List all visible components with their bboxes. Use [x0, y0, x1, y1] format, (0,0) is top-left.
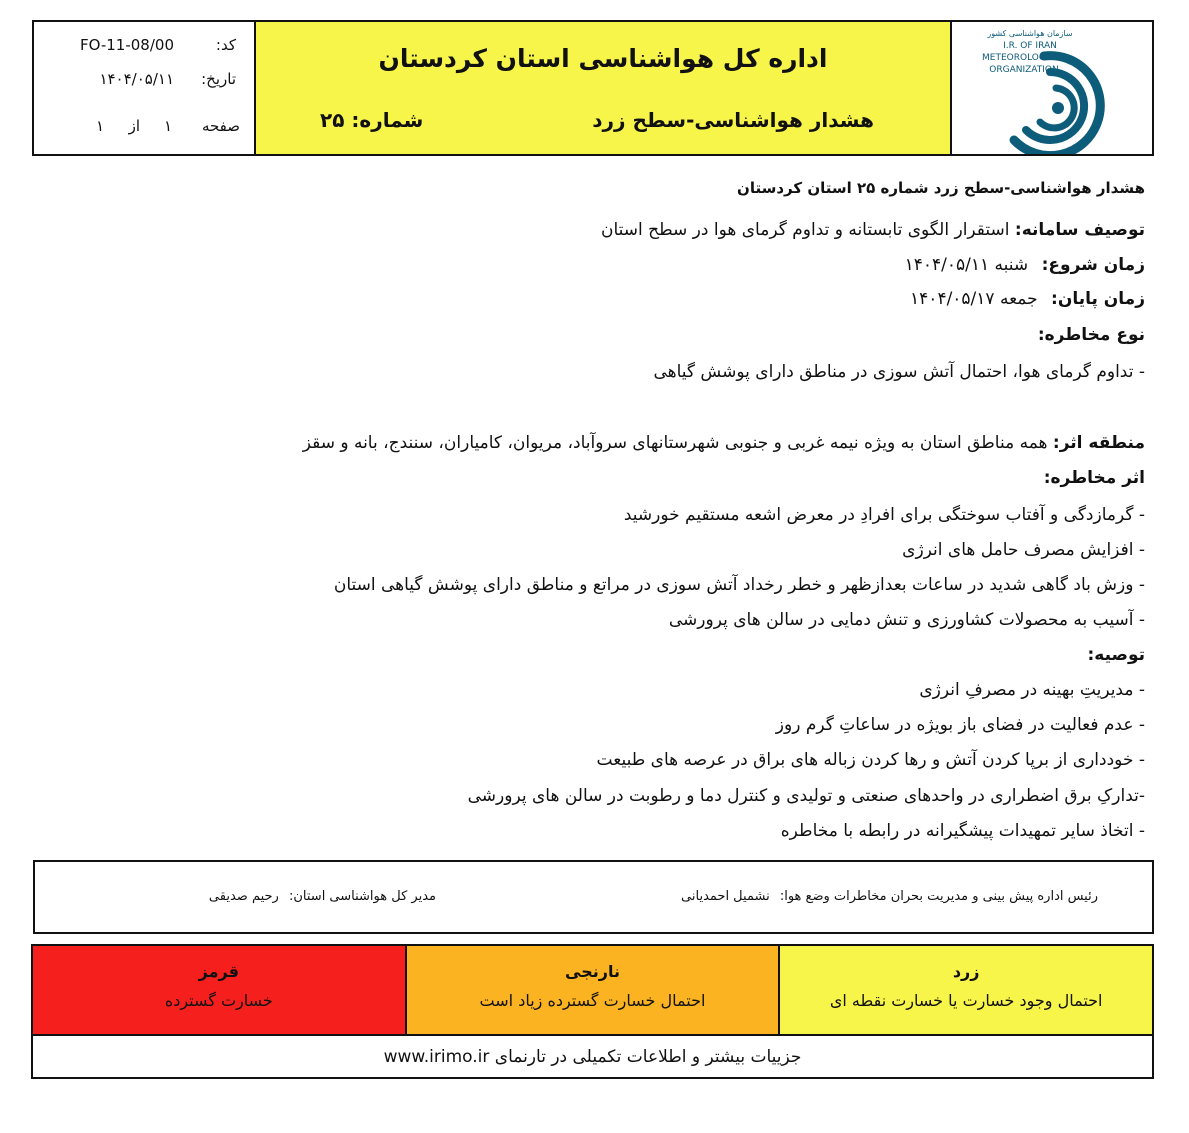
page-total: ۱	[95, 117, 104, 135]
effects-item: - آسیب به محصولات کشاورزی و تنش دمایی در سالن های پرورشی	[668, 610, 1145, 630]
warning-heading: هشدار هواشناسی-سطح زرد شماره ۲۵ استان کردستان	[737, 179, 1145, 197]
end-time	[910, 287, 1145, 311]
signature-box	[33, 860, 1154, 934]
hazard-type-label: نوع مخاطره:	[1037, 325, 1145, 345]
warning-number: شماره: ۲۵	[320, 108, 424, 132]
advice-item: -تدارکِ برق اضطراری در واحدهای صنعتی و تولیدی و کنترل دما و رطوبت در سالن های پرورشی	[467, 786, 1145, 806]
advice-item: - اتخاذ سایر تمهیدات پیشگیرانه در رابطه با مخاطره	[780, 821, 1145, 841]
logo-text-2: METEOROLOGICAL	[982, 53, 1066, 63]
region-text: همه مناطق استان به ویژه نیمه غربی و جنوبی شهرستانهای سروآباد، مریوان، کامیاران، سنندج، بانه و سقز	[302, 433, 1048, 453]
hazard-type-item: - تداوم گرمای هوا، احتمال آتش سوزی در مناطق دارای پوشش گیاهی	[653, 362, 1145, 382]
system-text: استقرار الگوی تابستانه و تداوم گرمای هوا در سطح استان	[600, 220, 1010, 240]
code-label: کد:	[215, 36, 236, 54]
effects-label: اثر مخاطره:	[1043, 468, 1145, 488]
date-label: تاریخ:	[201, 70, 236, 88]
start-text: شنبه ۱۴۰۴/۰۵/۱۱	[904, 255, 1029, 275]
level-red	[33, 946, 405, 1034]
footer-website-note[interactable]: جزییات بیشتر و اطلاعات تکمیلی در تارنمای www.irimo.ir	[33, 1034, 1152, 1079]
effects-item: - وزش باد گاهی شدید در ساعات بعدازظهر و خطر رخداد آتش سوزی در مراتع و مناطق دارای پوشش گیاهی استان	[333, 575, 1145, 595]
warning-levels-table	[31, 944, 1154, 1079]
start-label: زمان شروع:	[1041, 255, 1145, 275]
levels-row	[33, 946, 1152, 1034]
system-description	[601, 218, 1145, 242]
date-value: ۱۴۰۴/۰۵/۱۱	[99, 70, 174, 88]
page-title: اداره کل هواشناسی استان کردستان	[378, 44, 828, 73]
advice-label: توصیه:	[1087, 645, 1145, 665]
advice-item: - خودداری از برپا کردن آتش و رها کردن زباله های براق در عرصه های طبیعت	[596, 750, 1145, 770]
level-description: احتمال وجود خسارت یا خسارت نقطه ای	[829, 991, 1103, 1010]
forecast-head-label: رئیس اداره پیش بینی و مدیریت بحران مخاطرات وضع هوا:	[779, 889, 1098, 904]
advice-item: - عدم فعالیت در فضای باز بویژه در ساعاتِ گرم روز	[775, 715, 1145, 735]
level-yellow	[778, 946, 1152, 1034]
logo-text-fa: سازمان هواشناسی کشور	[987, 29, 1073, 38]
advice-item: - مدیریتِ بهینه در مصرفِ انرژی	[919, 680, 1145, 700]
forecast-head-name: نشمیل احمدیانی	[681, 889, 770, 904]
page-of: از	[128, 117, 140, 135]
end-text: جمعه ۱۴۰۴/۰۵/۱۷	[910, 289, 1038, 309]
director-label: مدیر کل هواشناسی استان:	[288, 889, 436, 904]
impact-region	[303, 431, 1145, 455]
page-current: ۱	[163, 117, 172, 135]
system-label: توصیف سامانه:	[1014, 220, 1145, 240]
forecast-head	[681, 889, 1098, 904]
director	[209, 889, 436, 904]
level-name: قرمز	[198, 962, 239, 981]
region-label: منطقه اثر:	[1052, 433, 1145, 453]
page-label: صفحه	[201, 117, 240, 135]
logo-text-3: ORGANIZATION	[989, 65, 1059, 75]
start-time	[905, 253, 1145, 277]
director-name: رحیم صدیقی	[208, 889, 279, 904]
effects-item: - افزایش مصرف حامل های انرژی	[902, 540, 1145, 560]
level-description: خسارت گسترده	[164, 991, 273, 1010]
effects-item: - گرمازدگی و آفتاب سوختگی برای افرادِ در معرض اشعه مستقیم خورشید	[623, 505, 1145, 525]
level-orange	[405, 946, 779, 1034]
level-name: زرد	[952, 962, 980, 981]
warning-body	[30, 0, 1145, 860]
warning-level-title: هشدار هواشناسی-سطح زرد	[592, 108, 874, 132]
logo-text-1: I.R. OF IRAN	[1003, 41, 1057, 51]
code-value: FO-11-08/00	[80, 36, 174, 54]
level-description: احتمال خسارت گسترده زیاد است	[479, 991, 706, 1010]
end-label: زمان پایان:	[1051, 289, 1145, 309]
level-name: نارنجی	[565, 962, 620, 981]
